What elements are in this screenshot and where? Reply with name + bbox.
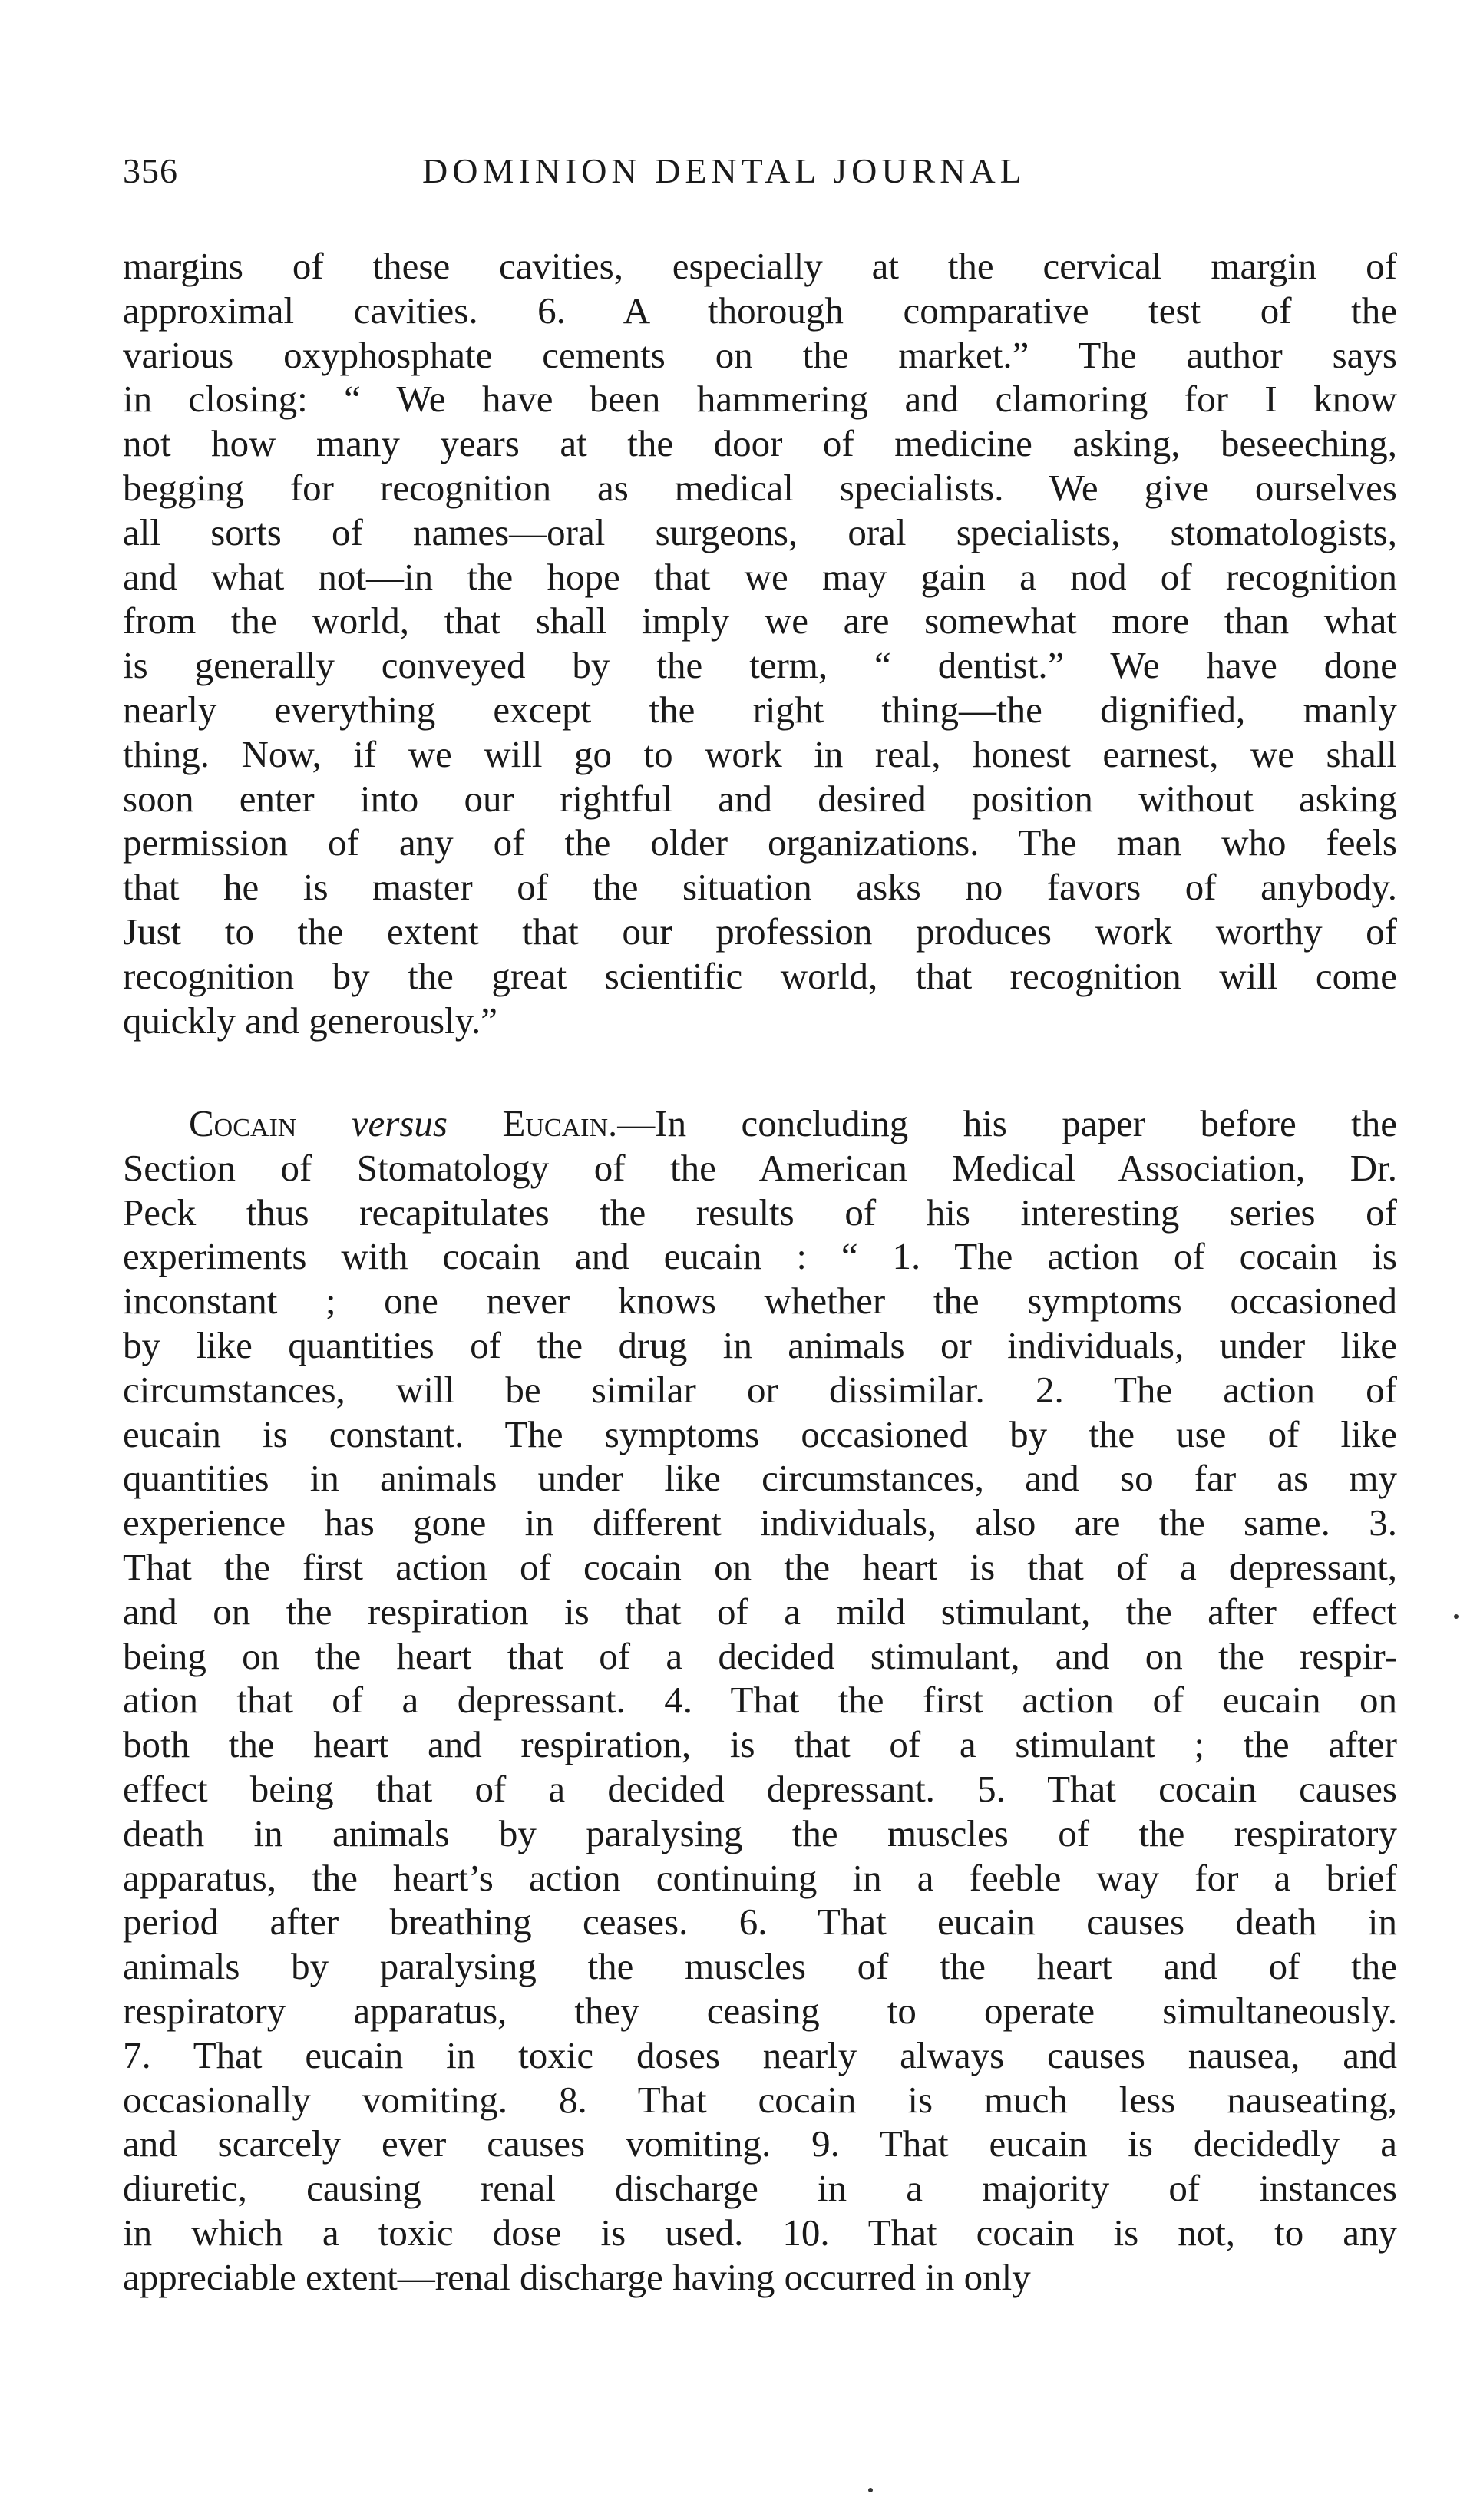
footer-speck [868, 2488, 873, 2492]
text-line: both the heart and respiration, is that of a stimulant ; the after [123, 1723, 1397, 1766]
text-line: margins of these cavities, especially at the cervical margin of [123, 245, 1397, 287]
text-line: diuretic, causing renal discharge in a majority of instances [123, 2167, 1397, 2210]
text-line: and scarcely ever causes vomiting. 9. That eucain is decidedly a [123, 2122, 1397, 2165]
text-line: that he is master of the situation asks no favors of anybody. [123, 866, 1397, 909]
text-line: is generally conveyed by the term, “ dentist.” We have done [123, 644, 1397, 687]
paragraph-cocain-versus-eucain [123, 1101, 1397, 2300]
text-line: in closing: “ We have been hammering and clamoring for I know [123, 378, 1397, 421]
text-line: quantities in animals under like circumstances, and so far as my [123, 1457, 1397, 1500]
text-line: not how many years at the door of medicine asking, beseeching, [123, 422, 1397, 465]
text-line: eucain is constant. The symptoms occasioned by the use of like [123, 1412, 1397, 1455]
text-line: soon enter into our rightful and desired position without asking [123, 777, 1397, 820]
text-line: experience has gone in different individuals, also are the same. 3. [123, 1501, 1397, 1544]
heading-cocain: Cocain [189, 1102, 297, 1144]
text-line: all sorts of names—oral surgeons, oral specialists, stomatologists, [123, 510, 1397, 553]
text-line: and on the respiration is that of a mild stimulant, the after effect [123, 1590, 1397, 1633]
text-line: from the world, that shall imply we are somewhat more than what [123, 599, 1397, 642]
text-line: inconstant ; one never knows whether the symptoms occasioned [123, 1280, 1397, 1323]
text-line: circumstances, will be similar or dissimilar. 2. The action of [123, 1368, 1397, 1411]
heading-eucain: Eucain. [502, 1102, 618, 1144]
text-line: being on the heart that of a decided stimulant, and on the respir- [123, 1634, 1397, 1677]
text-line: apparatus, the heart’s action continuing in a feeble way for a brief [123, 1856, 1397, 1899]
text-line: nearly everything except the right thing—the dignified, manly [123, 688, 1397, 731]
text-line: and what not—in the hope that we may gain a nod of recognition [123, 555, 1397, 598]
text-line: respiratory apparatus, they ceasing to operate simultaneously. [123, 1989, 1397, 2032]
text-line: permission of any of the older organizations. The man who feels [123, 821, 1397, 864]
text-line: period after breathing ceases. 6. That eucain causes death in [123, 1901, 1397, 1944]
text-line: appreciable extent—renal discharge having occurred in only [123, 2255, 1031, 2298]
text-line: death in animals by paralysing the muscles of the respiratory [123, 1812, 1397, 1854]
paragraph-heading-line [123, 1101, 1397, 1146]
text-line: recognition by the great scientific world, that recognition will come [123, 954, 1397, 997]
text-line: various oxyphosphate cements on the market.” The author says [123, 333, 1397, 376]
text-line: approximal cavities. 6. A thorough comparative test of the [123, 289, 1397, 332]
margin-speck [1454, 1614, 1459, 1619]
page-header [123, 150, 1351, 197]
text-line: Just to the extent that our profession produces work worthy of [123, 910, 1397, 953]
text-line: quickly and generously.” [123, 999, 498, 1042]
heading-line-rest: —In concluding his paper before the [617, 1102, 1397, 1144]
running-title: DOMINION DENTAL JOURNAL [422, 151, 1026, 190]
page-number: 356 [123, 151, 178, 190]
paragraph-continued [123, 244, 1397, 1042]
text-line: begging for recognition as medical specialists. We give ourselves [123, 466, 1397, 509]
text-line: occasionally vomiting. 8. That cocain is much less nauseating, [123, 2078, 1397, 2121]
text-line: animals by paralysing the muscles of the heart and of the [123, 1945, 1397, 1988]
text-line: experiments with cocain and eucain : “ 1. The action of cocain is [123, 1235, 1397, 1278]
text-line: Peck thus recapitulates the results of his interesting series of [123, 1191, 1397, 1234]
text-line: ation that of a depressant. 4. That the first action of eucain on [123, 1679, 1397, 1722]
text-line: effect being that of a decided depressant. 5. That cocain causes [123, 1767, 1397, 1810]
text-line: That the first action of cocain on the heart is that of a depressant, [123, 1545, 1397, 1588]
text-line: 7. That eucain in toxic doses nearly always causes nausea, and [123, 2033, 1397, 2076]
text-line: Section of Stomatology of the American Medical Association, Dr. [123, 1146, 1397, 1189]
text-line: thing. Now, if we will go to work in real, honest earnest, we shall [123, 732, 1397, 775]
heading-versus: versus [351, 1102, 448, 1144]
text-line: by like quantities of the drug in animals or individuals, under like [123, 1323, 1397, 1366]
text-line: in which a toxic dose is used. 10. That cocain is not, to any [123, 2211, 1397, 2254]
